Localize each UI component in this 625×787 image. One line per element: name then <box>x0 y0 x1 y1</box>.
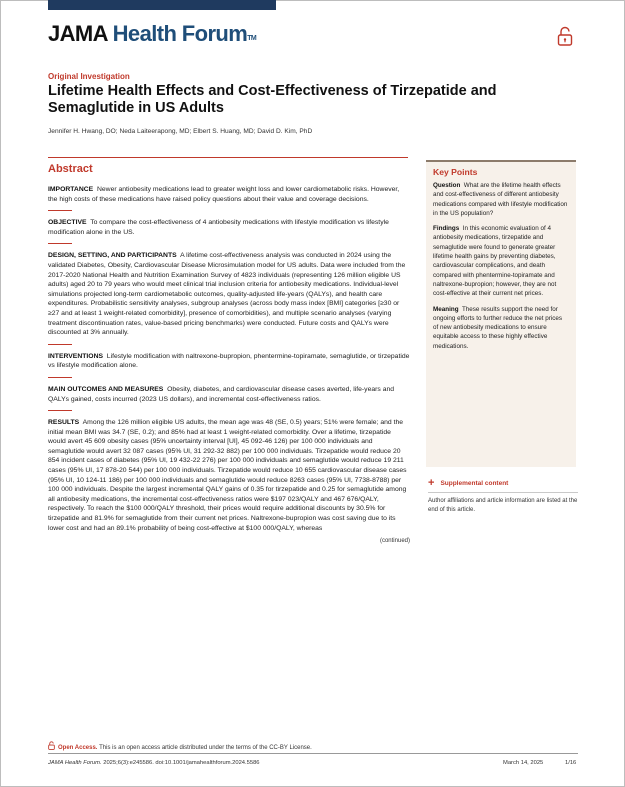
key-point-findings <box>433 224 569 298</box>
section-label: MAIN OUTCOMES AND MEASURES <box>48 385 164 393</box>
key-point-label: Findings <box>433 225 460 233</box>
key-points-body <box>426 177 576 351</box>
key-points-title: Key Points <box>433 167 478 177</box>
section-text: Obesity, diabetes, and cardiovascular disease cases averted, life-years and QALYs gained, costs incurred (2023 US dollars), and incremental cost-effectiveness ratios. <box>48 385 395 403</box>
citation-journal: JAMA Health Forum. <box>48 760 102 766</box>
abstract-design <box>48 251 410 337</box>
open-access-note <box>48 741 418 751</box>
section-text: Among the 126 million eligible US adults, the mean age was 48 (SE, 0.5) years; 51% were female; and the initial mean BMI was 34.7 (SE, 0.2); and 85% had at least 1 weight-related comorbidity. Over a lifetime, tirzepatide would avert 45 609 obesity cases (95% uncertainty interval [UI], 45 092-46 126) per 100 000 individuals and semaglutide would avert 32 087 cases (95% UI, 31 292-32 882) per 100 000 individuals. Tirzepatide would reduce 20 854 incident cases of diabetes (95% UI, 19 432-22 276) per 100 000 individuals and semaglutide would reduce 19 211 cases (95% UI, 17 878-20 544) per 100 000 individuals. Tirzepatide would reduce 10 655 cardiovascular disease cases (95% UI, 10 124-11 186) per 100 000 individuals and semaglutide would reduce 8263 cases (95% UI, 7738-8788) per 100 000 individuals. Despite the largest incremental QALY gains of 0.35 for tirzepatide and 0.25 for semaglutide among all antiobesity medications, the incremental cost-effectiveness ratios were $197 023/QALY and 467 676/QALY, respectively. To reach the $100 000/QALY threshold, their prices would require additional discounts by 30.5% for tirzepatide and 81.9% for semaglutide from their current net prices. Naltrexone-bupropion was cost saving due to its lower cost and had an 89.1% probability of being cost-effective at $100 000/QALY, whereas <box>48 419 407 532</box>
section-divider <box>48 377 72 378</box>
abstract-heading: Abstract <box>48 163 93 175</box>
abstract-body <box>48 185 410 547</box>
citation-line <box>48 760 260 766</box>
section-label: IMPORTANCE <box>48 186 94 193</box>
journal-logo <box>48 21 256 47</box>
journal-name-health-forum: Health Forum <box>112 21 248 46</box>
section-label: DESIGN, SETTING, AND PARTICIPANTS <box>48 252 177 260</box>
key-points-box <box>426 160 576 467</box>
key-point-text: What are the lifetime health effects and cost-effectiveness of different antiobesity medications compared with lifestyle modification in the US population? <box>433 182 568 217</box>
article-type: Original Investigation <box>48 72 130 81</box>
key-point-question <box>433 181 569 218</box>
article-title: Lifetime Health Effects and Cost-Effectiveness of Tirzepatide and Semaglutide in US Adults <box>48 83 497 116</box>
footer-divider <box>48 753 578 754</box>
publication-date: March 14, 2025 <box>503 760 544 766</box>
author-list: Jennifer H. Hwang, DO; Neda Laiteerapong, MD; Elbert S. Huang, MD; David D. Kim, PhD <box>48 128 313 135</box>
section-label: INTERVENTIONS <box>48 352 104 360</box>
citation-details: 2025;6(3):e245586. doi:10.1001/jamahealthforum.2024.5586 <box>103 760 260 766</box>
section-label: RESULTS <box>48 419 80 427</box>
abstract-header <box>48 157 408 175</box>
abstract-interventions <box>48 352 410 371</box>
section-divider <box>48 210 72 211</box>
continued-note: (continued) <box>379 538 410 545</box>
key-point-text: In this economic evaluation of 4 antiobesity medications, tirzepatide and semaglutide were found to generate greater lifetime health gains by preventing diabetes, cardiovascular complications, and death compared with phentermine-topiramate and naltrexone-bupropion; however, they are not cost-effective at their current net prices. <box>433 225 557 298</box>
key-point-label: Meaning <box>433 305 459 313</box>
journal-name-jama: JAMA <box>48 21 108 46</box>
section-text: Newer antiobesity medications lead to greater weight loss and lower cardiometabolic risks. However, the high costs of these medications have raised policy questions about their value and coverage decisions. <box>48 186 400 203</box>
plus-icon: + <box>428 477 435 489</box>
section-text: To compare the cost-effectiveness of 4 antiobesity medications with lifestyle modification vs lifestyle modification alone in the US. <box>48 219 389 236</box>
section-divider <box>48 243 72 244</box>
abstract-results <box>48 418 410 533</box>
page-number: 1/16 <box>565 760 577 766</box>
section-text: A lifetime cost-effectiveness analysis was conducted in 2024 using the validated Diabetes, Obesity, Cardiovascular Disease Microsimulation model for US adults. Data were included from the 2017-2020 National Health and Nutrition Examination Survey of 4823 individuals (representing 126 million eligible US adults) aged 20 to 79 years who would meet clinical trial inclusion criteria for antiobesity medications. Individual-level simulations projected long-term cardiometabolic outcomes, quality-adjusted life-years (QALYs), and health care expenditures. Probabilistic sensitivity analyses, subgroup analyses (across body mass index [BMI] categories [≥30 or ≥27 and at least 1 weight-related comorbidity], presence of comorbidities), and multiple scenario analyses (varying treatment discontinuation rates, value-based pricing benchmarks) were conducted. Future costs and QALYs were discounted at 3% annually. <box>48 252 406 337</box>
section-divider <box>48 410 72 411</box>
section-divider <box>48 344 72 345</box>
open-access-label: Open Access. <box>58 745 98 751</box>
supplemental-content-link[interactable] <box>428 477 578 489</box>
open-access-text: This is an open access article distributed under the terms of the CC-BY License. <box>99 745 312 751</box>
trademark-mark: TM <box>247 35 257 42</box>
lock-open-icon <box>48 741 55 750</box>
supplemental-label: Supplemental content <box>440 480 509 487</box>
lock-open-icon <box>557 26 573 46</box>
abstract-objective <box>48 218 410 237</box>
key-point-text: These results support the need for ongoing efforts to further reduce the net prices of new antiobesity medications to ensure equitable access to these highly effective medications. <box>433 305 563 350</box>
abstract-outcomes <box>48 385 410 404</box>
abstract-importance <box>48 185 410 204</box>
section-text: Lifestyle modification with naltrexone-bupropion, phentermine-topiramate, semaglutide, or tirzepatide vs lifestyle modification alone. <box>48 352 410 370</box>
author-affiliations-note: Author affiliations and article information are listed at the end of this article. <box>428 492 578 514</box>
key-point-meaning <box>433 305 569 351</box>
header-bar <box>48 0 276 10</box>
key-point-label: Question <box>433 182 461 189</box>
section-label: OBJECTIVE <box>48 219 87 227</box>
